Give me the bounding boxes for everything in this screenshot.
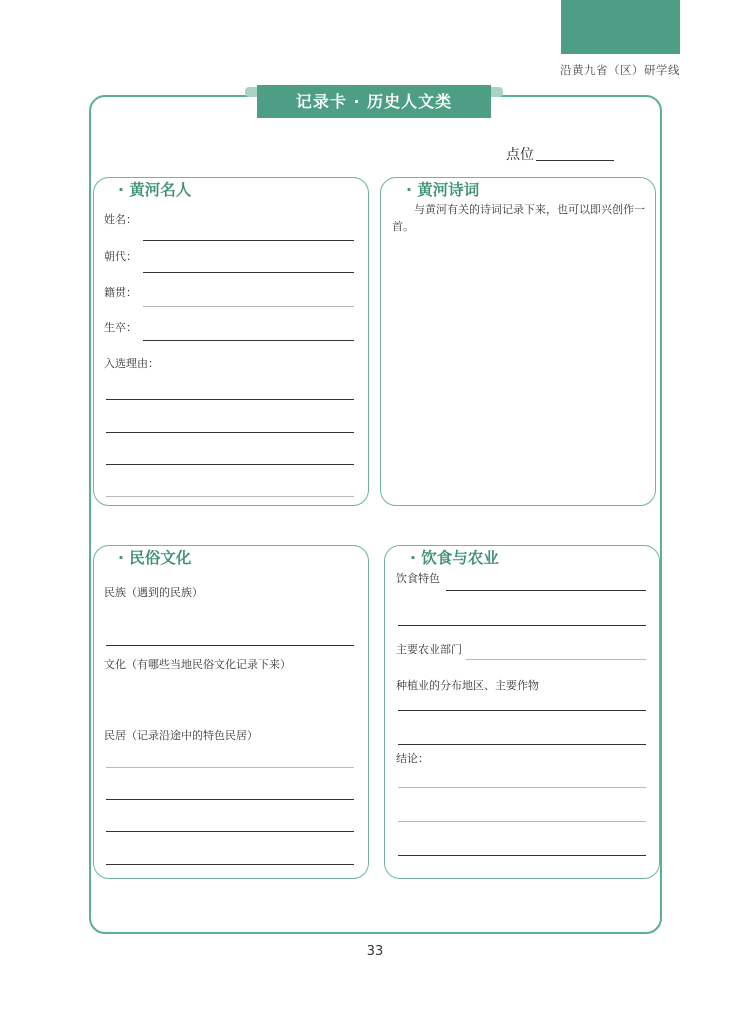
field-lifespan-label: 生卒： — [104, 321, 137, 334]
reason-line[interactable] — [106, 496, 354, 497]
diet-line[interactable] — [446, 590, 646, 591]
agri-line[interactable] — [466, 659, 646, 660]
reason-line[interactable] — [106, 399, 354, 400]
field-dynasty-line[interactable] — [143, 272, 354, 273]
dwelling-line[interactable] — [106, 864, 354, 865]
dwelling-line[interactable] — [106, 831, 354, 832]
reason-line[interactable] — [106, 432, 354, 433]
poetry-title: · 黄河诗词 — [406, 181, 480, 199]
field-origin-label: 籍贯： — [104, 286, 137, 299]
food-agriculture-box — [384, 545, 660, 879]
field-lifespan-line[interactable] — [143, 340, 354, 341]
food-agriculture-title: · 饮食与农业 — [410, 549, 499, 567]
field-name-line[interactable] — [143, 240, 354, 241]
conclusion-line[interactable] — [398, 855, 646, 856]
reason-label: 入选理由： — [104, 357, 159, 370]
card-title: 记录卡 · 历史人文类 — [257, 85, 491, 118]
crops-label: 种植业的分布地区、主要作物 — [396, 679, 539, 692]
point-label: 点位 — [506, 147, 534, 163]
dwelling-label: 民居（记录沿途中的特色民居） — [104, 729, 258, 742]
poetry-instruction: 与黄河有关的诗词记录下来，也可以即兴创作一首。 — [392, 203, 645, 233]
folk-culture-title: · 民俗文化 — [118, 549, 192, 567]
diet-label: 饮食特色 — [396, 572, 440, 585]
field-origin-line[interactable] — [143, 306, 354, 307]
reason-line[interactable] — [106, 464, 354, 465]
agri-label: 主要农业部门 — [396, 643, 462, 656]
conclusion-line[interactable] — [398, 821, 646, 822]
point-blank[interactable] — [536, 160, 614, 161]
conclusion-line[interactable] — [398, 787, 646, 788]
famous-people-title: · 黄河名人 — [118, 181, 192, 199]
page-number: 33 — [366, 944, 384, 959]
field-dynasty-label: 朝代： — [104, 250, 137, 263]
diet-line[interactable] — [398, 625, 646, 626]
crops-line[interactable] — [398, 744, 646, 745]
card-title-banner — [245, 85, 503, 118]
crops-line[interactable] — [398, 710, 646, 711]
conclusion-label: 结论： — [396, 752, 429, 765]
dwelling-line[interactable] — [106, 799, 354, 800]
ethnic-line[interactable] — [106, 645, 354, 646]
field-name-label: 姓名： — [104, 213, 137, 226]
corner-tab — [561, 0, 680, 54]
running-header: 沿黄九省（区）研学线 — [560, 63, 680, 77]
dwelling-line[interactable] — [106, 767, 354, 768]
culture-label: 文化（有哪些当地民俗文化记录下来） — [104, 658, 291, 671]
ethnic-label: 民族（遇到的民族） — [104, 586, 203, 599]
